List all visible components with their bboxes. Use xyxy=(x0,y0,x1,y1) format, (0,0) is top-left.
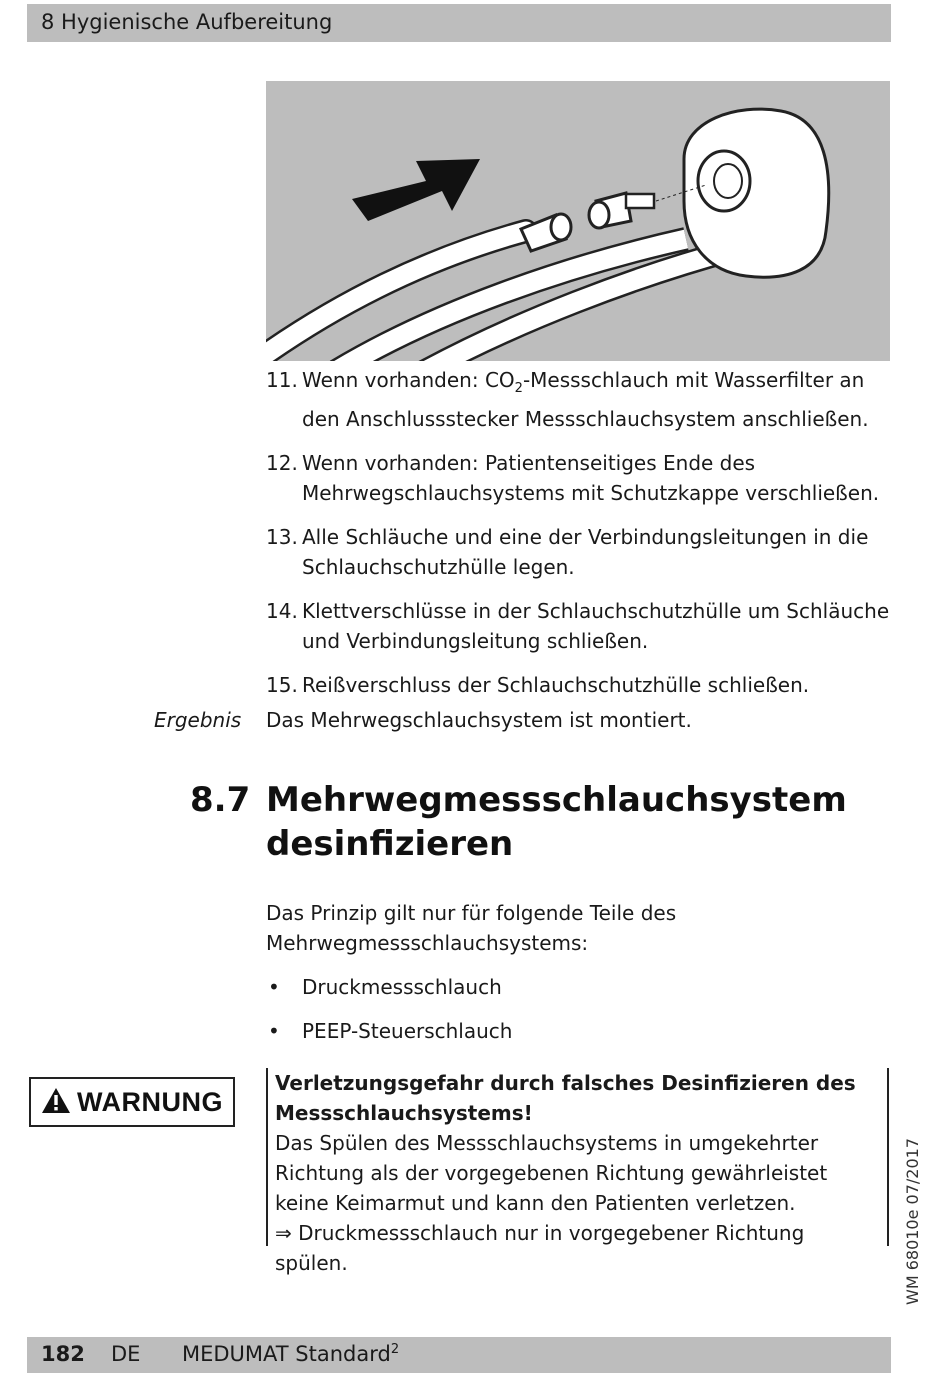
section-number: 8.7 xyxy=(190,780,251,820)
tube-connector-drawing xyxy=(266,81,890,361)
bullet-icon: • xyxy=(268,1019,280,1043)
list-item xyxy=(266,972,866,1002)
warning-action-text: Druckmessschlauch nur in vorgegebener Richtung spülen. xyxy=(275,1221,805,1275)
warning-heading: Verletzungsgefahr durch falsches Desinfizieren des Messschlauchsystems! xyxy=(275,1071,856,1125)
language-code: DE xyxy=(111,1342,141,1366)
list-item xyxy=(266,1016,866,1046)
page-number: 182 xyxy=(41,1342,85,1366)
step-text-pre: Wenn vorhanden: CO xyxy=(302,368,515,392)
step-11 xyxy=(266,365,896,434)
warning-triangle-icon xyxy=(41,1087,71,1118)
instruction-steps xyxy=(266,365,896,714)
step-text: Wenn vorhanden: Patientenseitiges Ende des Mehrwegschlauchsystems mit Schutzkappe verschließen. xyxy=(302,451,880,505)
bullet-icon: • xyxy=(268,975,280,999)
warning-action xyxy=(275,1218,873,1278)
step-number: 14. xyxy=(266,599,298,623)
connector-illustration xyxy=(266,81,890,361)
parts-list xyxy=(266,972,866,1060)
chapter-title: 8 Hygienische Aufbereitung xyxy=(41,10,333,34)
step-13 xyxy=(266,522,896,582)
arrow-icon: ⇒ xyxy=(275,1221,292,1245)
step-text: Klettverschlüsse in der Schlauchschutzhülle um Schläuche und Verbindungsleitung schließen. xyxy=(302,599,890,653)
warning-label: WARNUNG xyxy=(77,1086,223,1117)
result-label: Ergebnis xyxy=(154,708,242,732)
result-text: Das Mehrwegschlauchsystem ist montiert. xyxy=(266,708,692,732)
step-15 xyxy=(266,670,896,700)
list-item-text: PEEP-Steuerschlauch xyxy=(302,1019,513,1043)
header-bar xyxy=(27,4,891,42)
step-number: 12. xyxy=(266,451,298,475)
step-14 xyxy=(266,596,896,656)
product-name xyxy=(182,1342,399,1366)
step-12 xyxy=(266,448,896,508)
step-number: 13. xyxy=(266,525,298,549)
product-superscript: 2 xyxy=(390,1342,400,1357)
warning-box xyxy=(266,1068,889,1275)
footer-bar xyxy=(27,1337,891,1373)
step-text-post: -Messschlauch mit Wasserfilter an den Anschlussstecker Messschlauchsystem anschließen. xyxy=(302,368,869,431)
step-number: 11. xyxy=(266,368,298,392)
intro-paragraph: Das Prinzip gilt nur für folgende Teile des Mehrwegmessschlauchsystems: xyxy=(266,901,677,955)
warning-badge xyxy=(29,1077,235,1127)
step-number: 15. xyxy=(266,673,298,697)
product-name-text: MEDUMAT Standard xyxy=(182,1342,391,1366)
document-code: WM 68010e 07/2017 xyxy=(903,1137,922,1305)
step-text-sub: 2 xyxy=(514,381,523,396)
step-text: Reißverschluss der Schlauchschutzhülle schließen. xyxy=(302,673,810,697)
step-text: Alle Schläuche und eine der Verbindungsleitungen in die Schlauchschutzhülle legen. xyxy=(302,525,869,579)
warning-body: Das Spülen des Messschlauchsystems in umgekehrter Richtung als der vorgegebenen Richtung gewährleistet keine Keimarmut und kann den Patienten verletzen. xyxy=(275,1131,828,1215)
list-item-text: Druckmessschlauch xyxy=(302,975,502,999)
section-title: Mehrwegmessschlauchsystem desinfizieren xyxy=(266,780,847,864)
